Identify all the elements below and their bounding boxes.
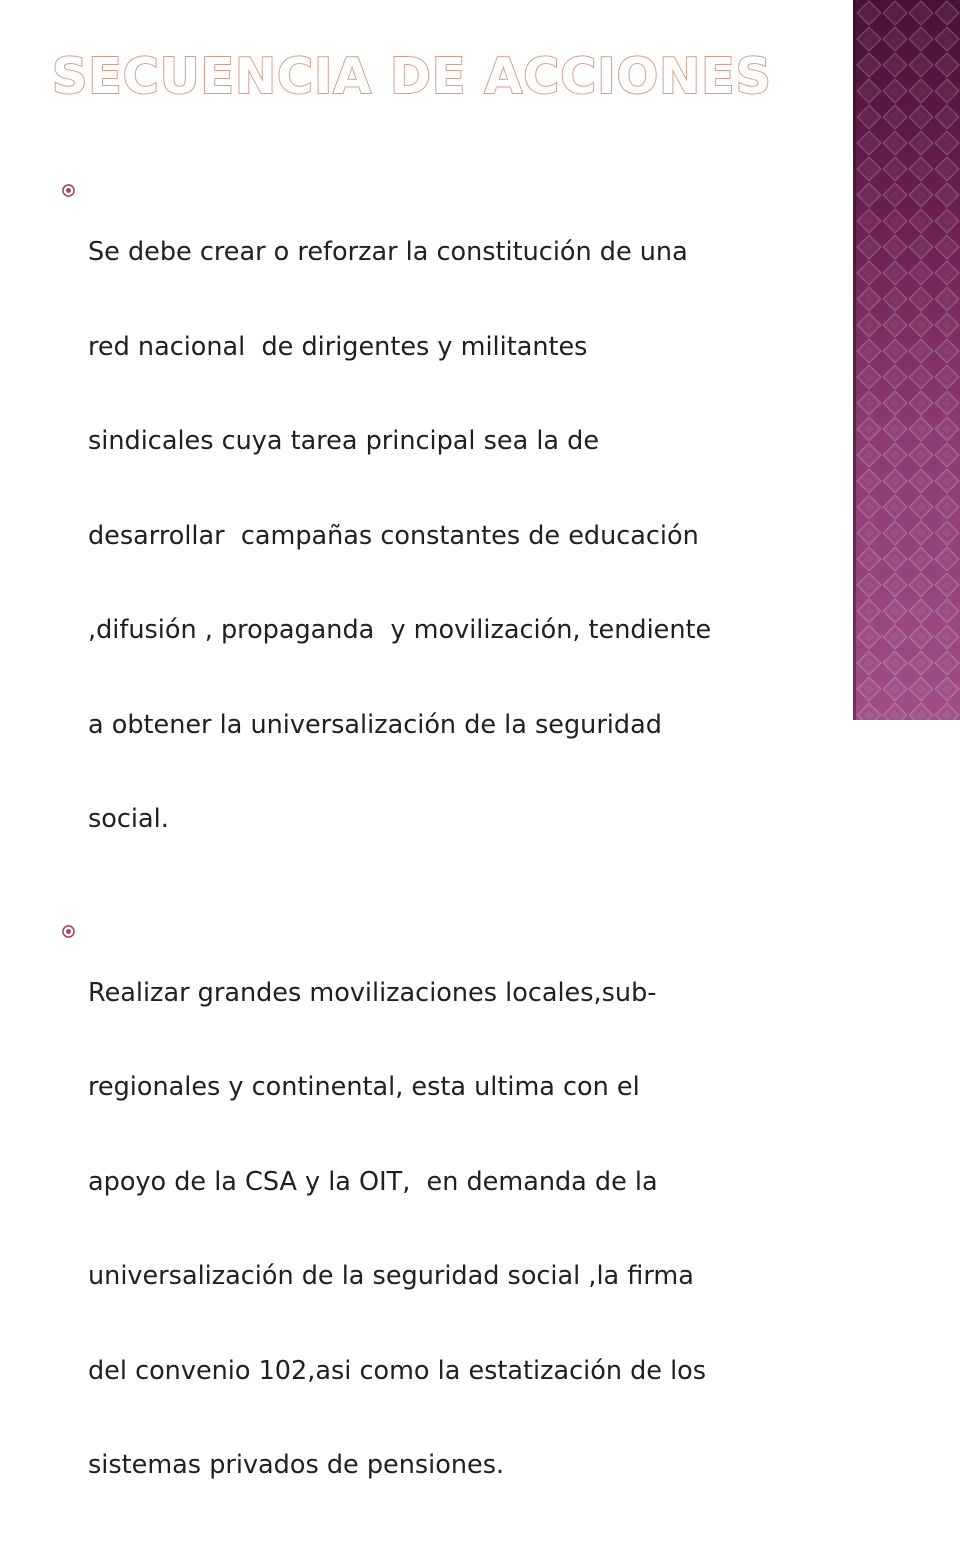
bullet-line: del convenio 102,asi como la estatización de los (88, 1355, 707, 1386)
target-bullet-icon (62, 925, 75, 938)
bullet-line: a obtener la universalización de la seguridad (88, 709, 662, 740)
bullet-text (88, 174, 802, 899)
decorative-side-band (856, 0, 960, 720)
bullet-line: sistemas privados de pensiones. (88, 1450, 505, 1480)
bullet-item (62, 174, 802, 899)
diamond-pattern (856, 0, 960, 720)
bullet-text (88, 915, 802, 1545)
bullet-line: Se debe crear o reforzar la constitución de una (88, 237, 688, 267)
bullet-line: red nacional de dirigentes y militantes (88, 331, 588, 362)
bullet-line: desarrollar campañas constantes de educación (88, 520, 699, 551)
bullet-line: ,difusión , propaganda y movilización, tendiente (88, 615, 712, 645)
bullet-line: Realizar grandes movilizaciones locales,sub- (88, 977, 657, 1008)
bullet-line: universalización de la seguridad social ,la firma (88, 1261, 694, 1291)
bullet-line: apoyo de la CSA y la OIT, en demanda de la (88, 1166, 658, 1197)
slide-title: SECUENCIA DE ACCIONES (52, 48, 772, 105)
bullet-item (62, 915, 802, 1545)
bullet-line: social. (88, 804, 169, 834)
bullet-line: regionales y continental, esta ultima con el (88, 1072, 640, 1102)
bullet-list (62, 174, 802, 1561)
target-bullet-icon (62, 184, 75, 197)
bullet-line: sindicales cuya tarea principal sea la de (88, 426, 600, 456)
